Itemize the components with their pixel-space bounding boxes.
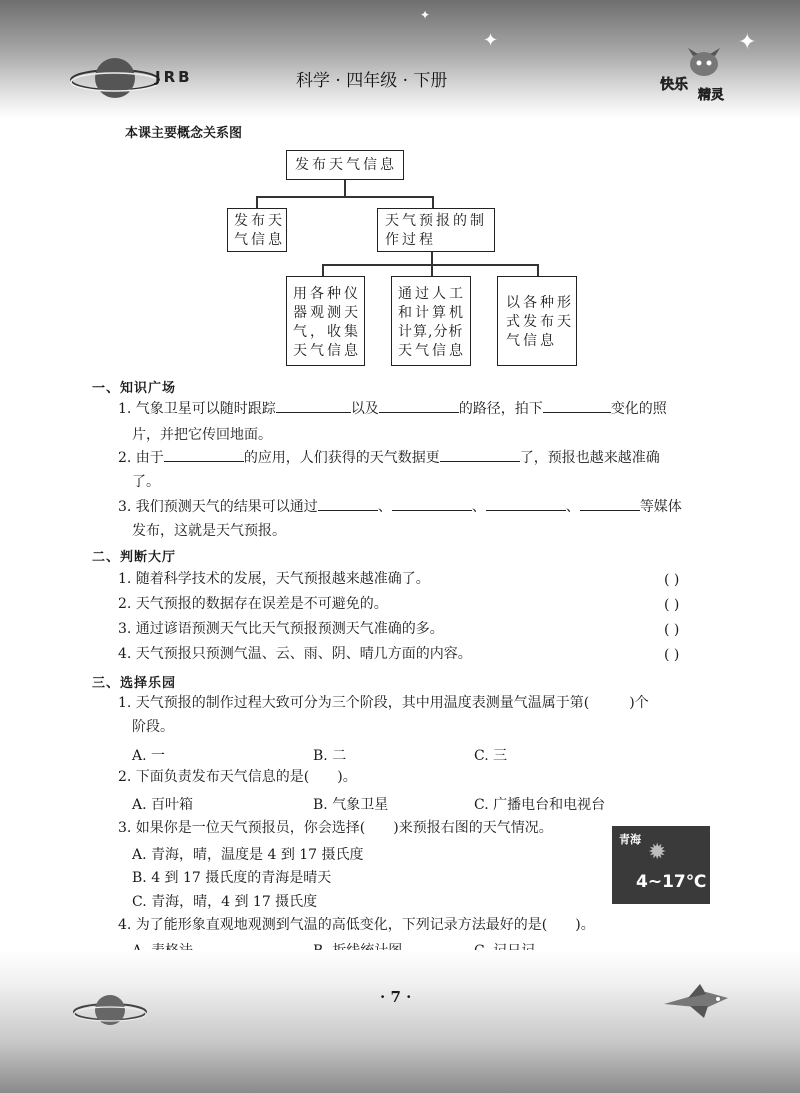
option-c[interactable]: C. 三 <box>474 748 508 764</box>
connector-line <box>344 180 346 197</box>
question-text: )来预报右图的天气情况。 <box>393 820 553 836</box>
concept-child-node <box>391 276 471 366</box>
node-line: 用各种仪 <box>293 286 361 302</box>
answer-blank[interactable] <box>486 494 566 511</box>
node-line: 气，收集 <box>293 324 361 340</box>
answer-blank[interactable] <box>276 396 351 413</box>
question-text: 变化的照 <box>610 401 667 417</box>
concept-map-heading: 本课主要概念关系图 <box>125 126 243 141</box>
option-b[interactable]: B. 4 到 17 摄氏度的青海是晴天 <box>132 870 332 886</box>
question-text: 发布，这就是天气预报。 <box>132 523 286 539</box>
answer-paren[interactable]: ( ) <box>664 597 680 613</box>
weather-temp: 4~17℃ <box>636 872 707 892</box>
question-text: )。 <box>575 917 595 933</box>
answer-paren[interactable]: ( ) <box>664 647 680 663</box>
question-text: 以及 <box>350 401 379 417</box>
question-1-2 <box>118 445 660 471</box>
node-line: 天气预报的制 <box>385 213 487 229</box>
choice-question-3 <box>118 815 553 841</box>
node-line: 天气信息 <box>293 343 361 359</box>
answer-blank[interactable] <box>440 445 520 462</box>
separator: 、 <box>377 499 392 515</box>
option-c[interactable]: C. 青海，晴，4 到 17 摄氏度 <box>132 894 318 910</box>
option-b[interactable]: B. 二 <box>313 748 347 764</box>
question-text: 片，并把它传回地面。 <box>132 427 272 443</box>
answer-blank[interactable] <box>543 396 611 413</box>
star-icon: ✦ <box>738 30 757 55</box>
node-line: 和计算机 <box>398 305 466 321</box>
node-line: 以各种形 <box>506 295 574 311</box>
node-line: 器观测天 <box>293 305 361 321</box>
question-text: 1. 气象卫星可以随时跟踪 <box>118 401 276 417</box>
node-line: 发布天 <box>234 213 285 229</box>
brand-text: 快乐 <box>660 77 688 93</box>
separator: 、 <box>471 499 486 515</box>
node-line: 计算,分析 <box>398 324 464 340</box>
question-text: 4. 为了能形象直观地观测到气温的高低变化，下列记录方法最好的是( <box>118 917 548 933</box>
section-title: 二、判断大厅 <box>92 550 177 565</box>
judge-item: 2. 天气预报的数据存在误差是不可避免的。 <box>118 596 388 612</box>
node-line: 式发布天 <box>506 314 574 330</box>
answer-blank[interactable] <box>580 494 640 511</box>
concept-root-label: 发布天气信息 <box>295 157 397 173</box>
answer-blank[interactable] <box>379 396 459 413</box>
planet-icon <box>72 990 152 1034</box>
question-text: 2. 下面负责发布天气信息的是( <box>118 769 310 785</box>
answer-blank[interactable] <box>164 445 244 462</box>
question-text: 3. 我们预测天气的结果可以通过 <box>118 499 318 515</box>
concept-root-node <box>286 150 404 180</box>
option-a[interactable]: A. 一 <box>132 748 166 764</box>
choice-question-1 <box>118 690 649 716</box>
judge-item: 3. 通过谚语预测天气比天气预报预测天气准确的多。 <box>118 621 444 637</box>
connector-line <box>256 196 433 198</box>
node-line: 天气信息 <box>398 343 466 359</box>
question-text: 3. 如果你是一位天气预报员，你会选择( <box>118 820 366 836</box>
option-a[interactable]: A. 青海，晴，温度是 4 到 17 摄氏度 <box>132 847 364 863</box>
weather-card <box>612 826 710 904</box>
sun-icon: ✹ <box>648 840 667 865</box>
question-text: 的应用，人们获得的天气数据更 <box>243 450 440 466</box>
star-icon: ✦ <box>483 30 499 51</box>
question-text: 阶段。 <box>132 719 174 735</box>
planet-icon <box>70 48 165 108</box>
brand-text-2: 精灵 <box>698 88 725 103</box>
connector-line <box>322 264 538 266</box>
concept-node-left <box>227 208 287 252</box>
question-text: 1. 天气预报的制作过程大致可分为三个阶段，其中用温度表测量气温属于第( <box>118 695 590 711</box>
question-text: 了，预报也越来越准确 <box>519 450 660 466</box>
node-line: 气信息 <box>234 232 285 248</box>
answer-paren[interactable]: ( ) <box>664 572 680 588</box>
section-title: 三、选择乐园 <box>92 676 177 691</box>
judge-item: 1. 随着科学技术的发展，天气预报越来越准确了。 <box>118 571 430 587</box>
concept-node-right <box>377 208 495 252</box>
question-1-1 <box>118 396 667 422</box>
question-text: )个 <box>629 695 649 711</box>
question-text: )。 <box>337 769 357 785</box>
option-b[interactable]: B. 气象卫星 <box>313 797 389 813</box>
choice-question-2 <box>118 764 357 790</box>
option-a[interactable]: A. 百叶箱 <box>132 797 194 813</box>
answer-paren[interactable]: ( ) <box>664 622 680 638</box>
brand-logo <box>660 48 740 102</box>
answer-blank[interactable] <box>318 494 378 511</box>
concept-child-node <box>497 276 577 366</box>
page-number: · 7 · <box>380 988 412 1006</box>
judge-item: 4. 天气预报只预测气温、云、雨、阴、晴几方面的内容。 <box>118 646 472 662</box>
space-shuttle-icon <box>660 982 734 1022</box>
logo-code: JRB <box>155 68 193 86</box>
question-text: 了。 <box>132 474 160 490</box>
node-line: 气信息 <box>506 333 557 349</box>
weather-place: 青海 <box>619 833 641 846</box>
separator: 、 <box>565 499 580 515</box>
question-text: 2. 由于 <box>118 450 164 466</box>
choice-question-4 <box>118 912 595 938</box>
answer-blank[interactable] <box>392 494 472 511</box>
question-text: 的路径，拍下 <box>458 401 543 417</box>
book-title: 科学 · 四年级 · 下册 <box>296 71 448 91</box>
section-title: 一、知识广场 <box>92 381 177 396</box>
question-1-3 <box>118 494 682 520</box>
node-line: 通过人工 <box>398 286 466 302</box>
question-text: 等媒体 <box>639 499 682 515</box>
star-icon: ✦ <box>420 8 431 22</box>
node-line: 作过程 <box>385 232 436 248</box>
concept-child-node <box>286 276 365 366</box>
option-c[interactable]: C. 广播电台和电视台 <box>474 797 606 813</box>
